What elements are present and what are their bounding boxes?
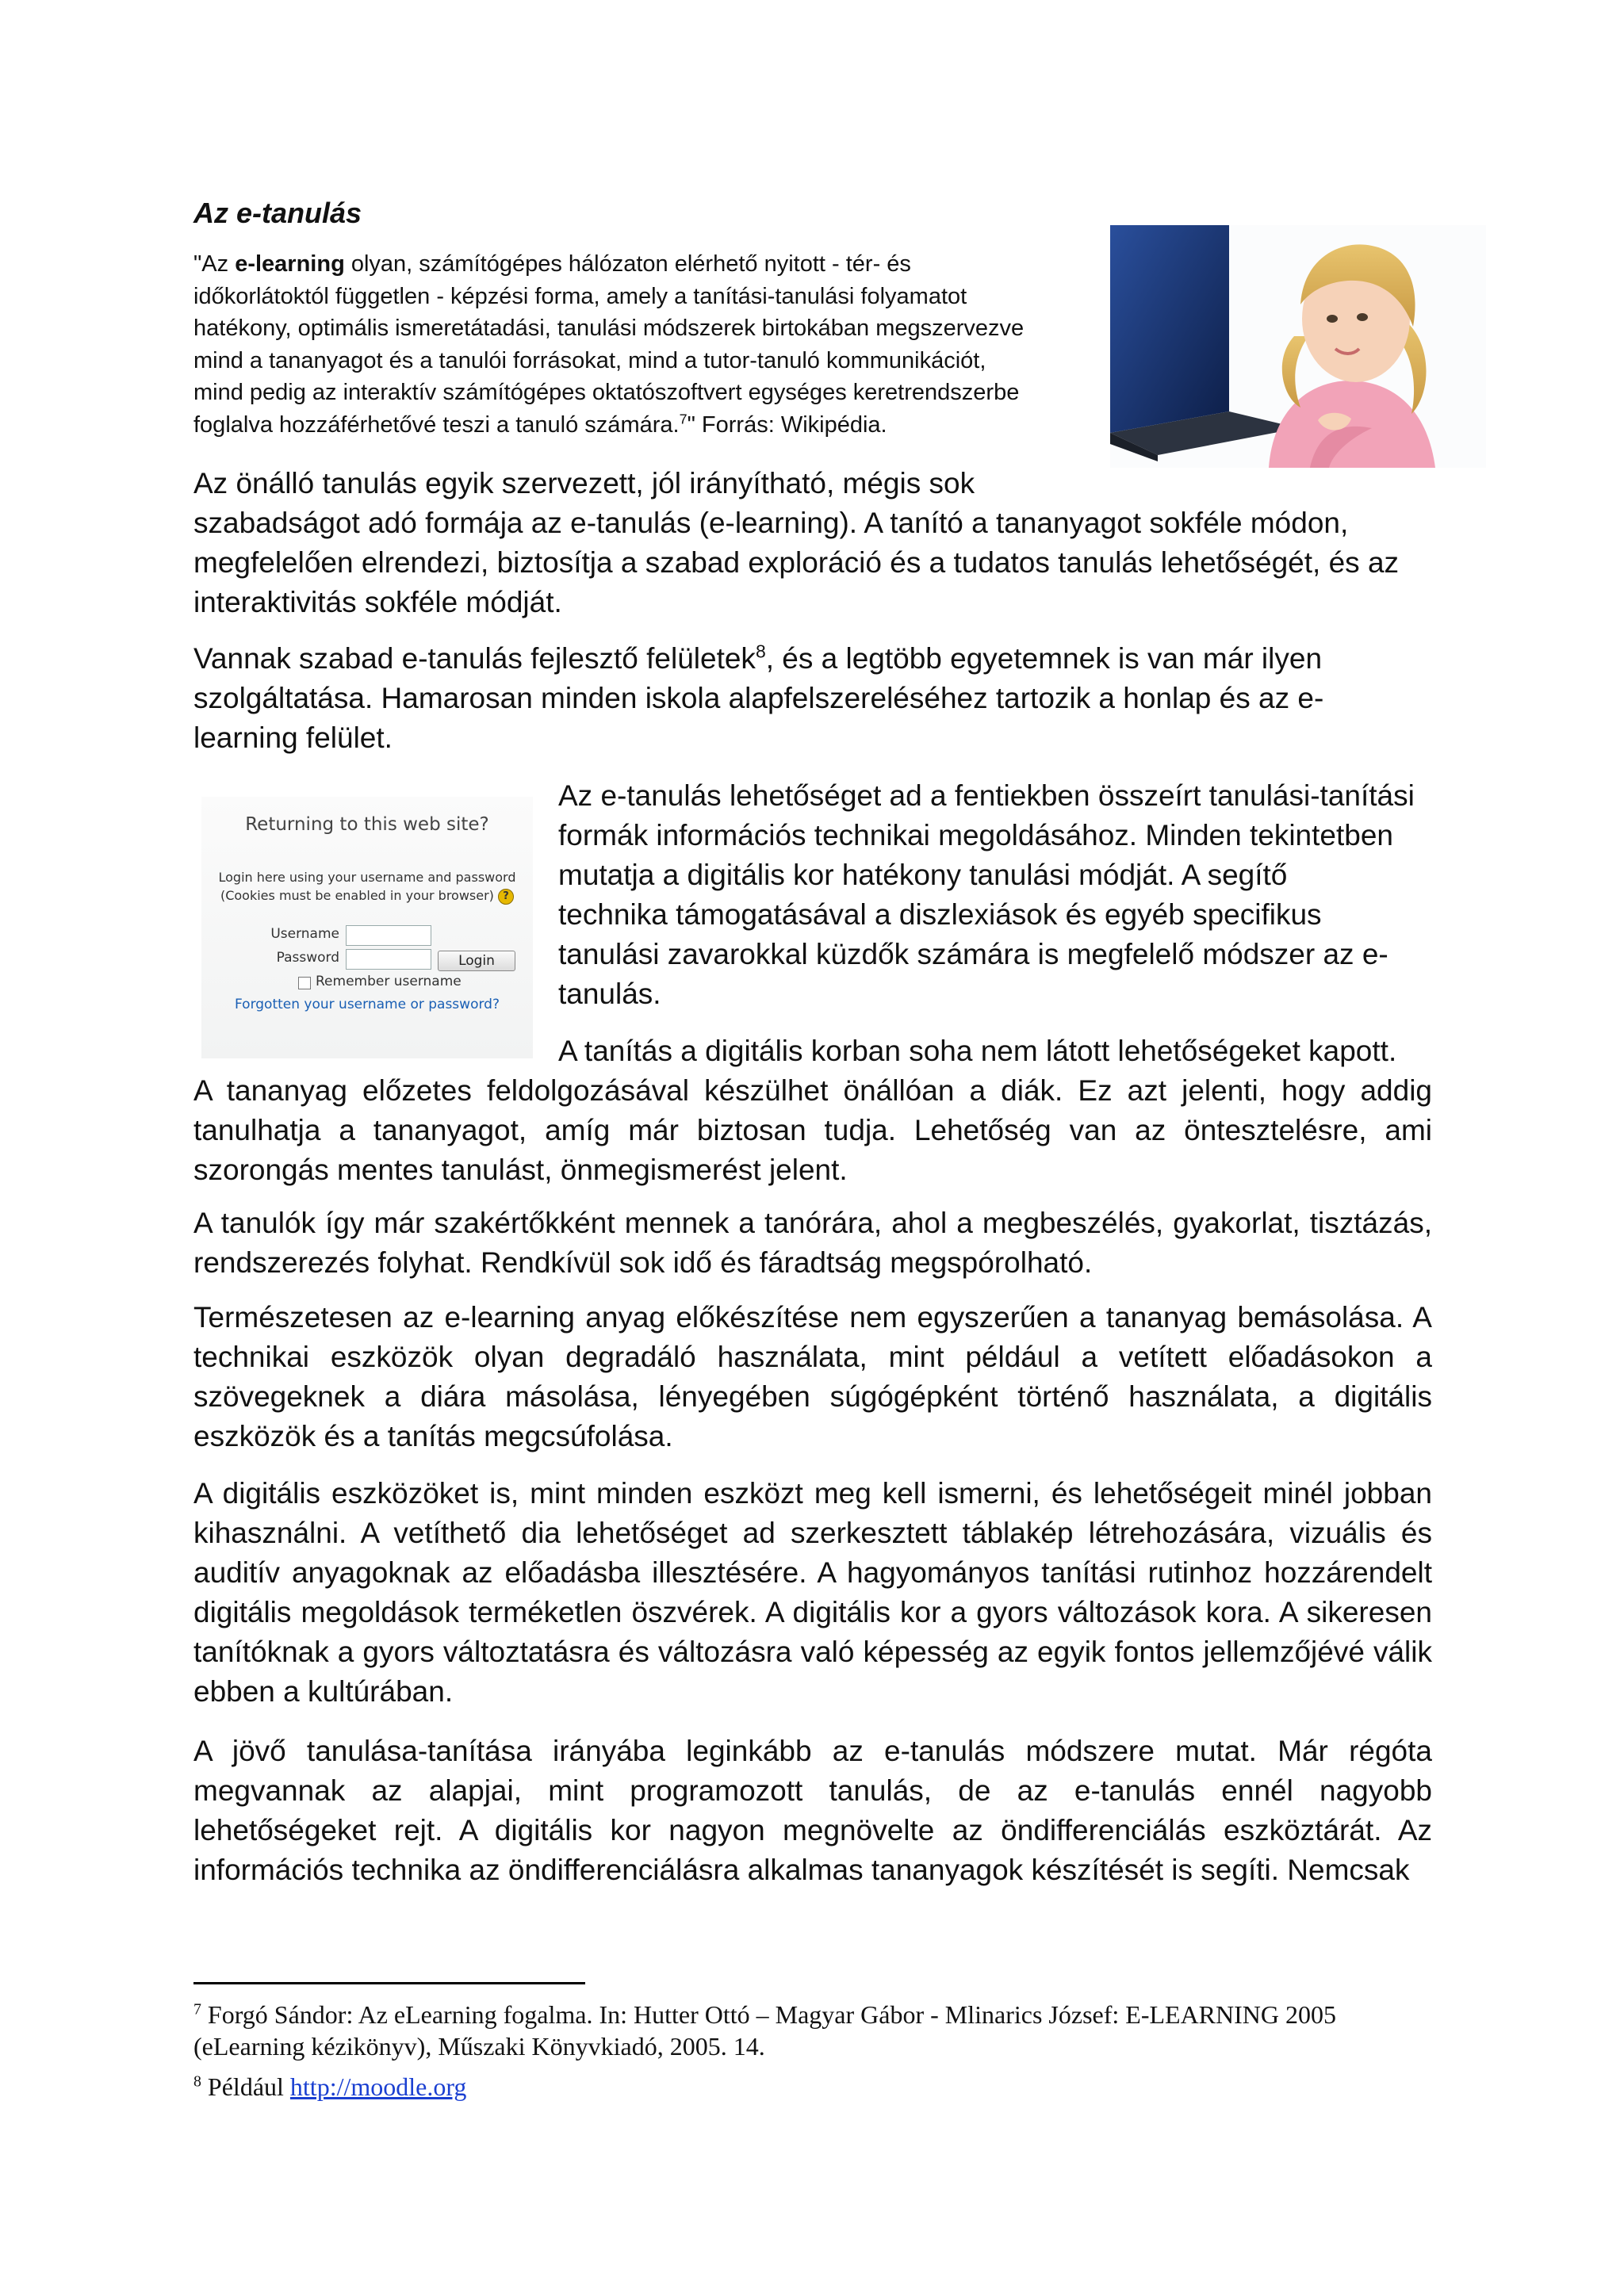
p3-line-1: Az e-tanulás lehetőséget ad a fentiekben összeírt tanulási-tanítási <box>558 779 1415 812</box>
paragraph-1 <box>193 464 1494 622</box>
footnote-7-number: 7 <box>193 2000 201 2019</box>
footnote-8-number: 8 <box>193 2072 201 2091</box>
quote-line-4: mind a tananyagot és a tanulói forrásokat, mind a tutor-tanuló kommunikációt, <box>193 347 986 373</box>
username-input[interactable] <box>346 925 431 946</box>
p1-line-4: interaktivitás sokféle módját. <box>193 586 562 618</box>
quote-line-2: időkorlátoktól független - képzési forma, amely a tanítási-tanulási folyamatot <box>193 283 967 309</box>
quote-open: "Az <box>193 251 236 277</box>
p2-line-3: learning felület. <box>193 721 393 754</box>
p3-line-4: technika támogatásával a diszlexiások és egyéb specifikus <box>558 898 1322 931</box>
paragraph-8: A jövő tanulása-tanítása irányába leginkább az e-tanulás módszere mutat. Már régóta megvannak az alapjai, mint programozott tanulás, de az e-tanulás ennél nagyobb lehetőségeket rejt. A digitális kor nagyon megnövelte az öndifferenciálás eszköztárát. Az információs technika az öndifferenciálásra alkalmas tananyagok készítését is segíti. Nemcsak <box>193 1735 1432 1886</box>
login-instruction-1: Login here using your username and password <box>218 870 516 885</box>
remember-label: Remember username <box>316 974 462 989</box>
quote-close: " Forrás: Wikipédia. <box>687 411 887 438</box>
paragraph-4: A tananyag előzetes feldolgozásával készülhet önállóan a diák. Ez azt jelenti, hogy addig tanulhatja a tananyagot, amíg már biztosan tudja. Lehetőség van az öntesztelésre, ami szorongás mentes tanulást, önmegismerést jelent. <box>193 1074 1432 1186</box>
p2-line-2: szolgáltatása. Hamarosan minden iskola alapfelszereléséhez tartozik a honlap és az e- <box>193 682 1324 714</box>
child-laptop-illustration <box>1110 225 1486 468</box>
password-input[interactable] <box>346 949 431 970</box>
quote-line-5: mind pedig az interaktív számítógépes oktatószoftvert egységes keretrendszerbe <box>193 380 1020 405</box>
p3-line-3: mutatja a digitális kor hatékony tanulási módját. A segítő <box>558 859 1288 891</box>
p2-end: , és a legtöbb egyetemnek is van már ilyen <box>765 642 1323 675</box>
quote-line-6: foglalva hozzáférhetővé teszi a tanuló számára. <box>193 411 680 438</box>
paragraph-5: A tanulók így már szakértőkként mennek a tanórára, ahol a megbeszélés, gyakorlat, tisztázás, rendszerezés folyhat. Rendkívül sok idő és fáradtság megspórolható. <box>193 1207 1432 1279</box>
login-button[interactable]: Login <box>438 951 515 971</box>
p3-line-6: tanulás. <box>558 978 661 1010</box>
p2-start: Vannak szabad e-tanulás fejlesztő felületek <box>193 642 756 675</box>
footnote-7-line-2: (eLearning kézikönyv), Műszaki Könyvkiadó, 2005. 14. <box>193 2032 765 2061</box>
login-title: Returning to this web site? <box>245 814 489 835</box>
paragraph-2 <box>193 639 1494 758</box>
quote-term: e-learning <box>235 251 345 277</box>
p3-line-2: formák információs technikai megoldásához. Minden tekintetben <box>558 819 1394 851</box>
paragraph-3 <box>558 776 1494 1014</box>
quote-line-1: olyan, számítógépes hálózaton elérhető nyitott - tér- és <box>344 251 911 277</box>
help-icon[interactable]: ? <box>498 889 514 905</box>
footnote-7-line-1: Forgó Sándor: Az eLearning fogalma. In: Hutter Ottó – Magyar Gábor - Mlinarics József: E-LEARNING 2005 <box>201 2000 1336 2029</box>
footnote-separator <box>193 1982 585 1984</box>
paragraph-4-first-line: A tanítás a digitális korban soha nem látott lehetőségeket kapott. <box>558 1035 1397 1067</box>
paragraph-6: Természetesen az e-learning anyag előkészítése nem egyszerűen a tananyag bemásolása. A technikai eszközök olyan degradáló használata, mint például a vetített előadásokon a szövegeknek a diára másolása, lényegében súgógépként történő használata, a digitális eszközök és a tanítás megcsúfolása. <box>193 1301 1432 1452</box>
password-label: Password <box>276 950 339 966</box>
wikipedia-quote <box>193 248 1110 441</box>
login-instruction-2: (Cookies must be enabled in your browser) <box>220 888 494 903</box>
remember-checkbox[interactable] <box>298 977 311 989</box>
moodle-link[interactable]: http://moodle.org <box>289 2072 467 2101</box>
footnote-8-text: Például <box>201 2072 290 2101</box>
p1-line-3: megfelelően elrendezi, biztosítja a szabad exploráció és a tudatos tanulás lehetőségét, és az <box>193 546 1400 579</box>
footnote-ref-7: 7 <box>679 410 688 427</box>
username-label: Username <box>270 926 339 942</box>
p1-line-2: szabadságot adó formája az e-tanulás (e-learning). A tanító a tananyagot sokféle módon, <box>193 507 1349 539</box>
forgot-password-link[interactable]: Forgotten your username or password? <box>235 997 500 1012</box>
footnote-ref-8: 8 <box>755 641 766 662</box>
section-heading: Az e-tanulás <box>193 197 362 229</box>
login-instructions <box>201 868 533 905</box>
child-laptop-photo <box>1110 225 1486 468</box>
moodle-login-screenshot <box>201 797 533 1058</box>
p1-line-1: Az önálló tanulás egyik szervezett, jól irányítható, mégis sok <box>193 467 975 499</box>
footnote-7 <box>193 1999 1431 2062</box>
paragraph-7: A digitális eszközöket is, mint minden eszközt meg kell ismerni, és lehetőségeit minél jobban kihasználni. A vetíthető dia lehetőséget ad szerkesztett táblakép létrehozására, vizuális és auditív anyagoknak az előadásba illesztésére. A hagyományos tanítási rutinhoz hozzárendelt digitális megoldások terméketlen öszvérek. A digitális kor a gyors változások kora. A sikeresen tanítóknak a gyors változtatásra és változásra való képesség az egyik fontos jellemzőjévé válik ebben a kultúrában. <box>193 1477 1432 1708</box>
quote-line-3: hatékony, optimális ismeretátadási, tanulási módszerek birtokában megszervezve <box>193 316 1025 341</box>
p3-line-5: tanulási zavarokkal küzdők számára is megfelelő módszer az e- <box>558 938 1388 970</box>
footnote-8 <box>193 2071 1431 2103</box>
